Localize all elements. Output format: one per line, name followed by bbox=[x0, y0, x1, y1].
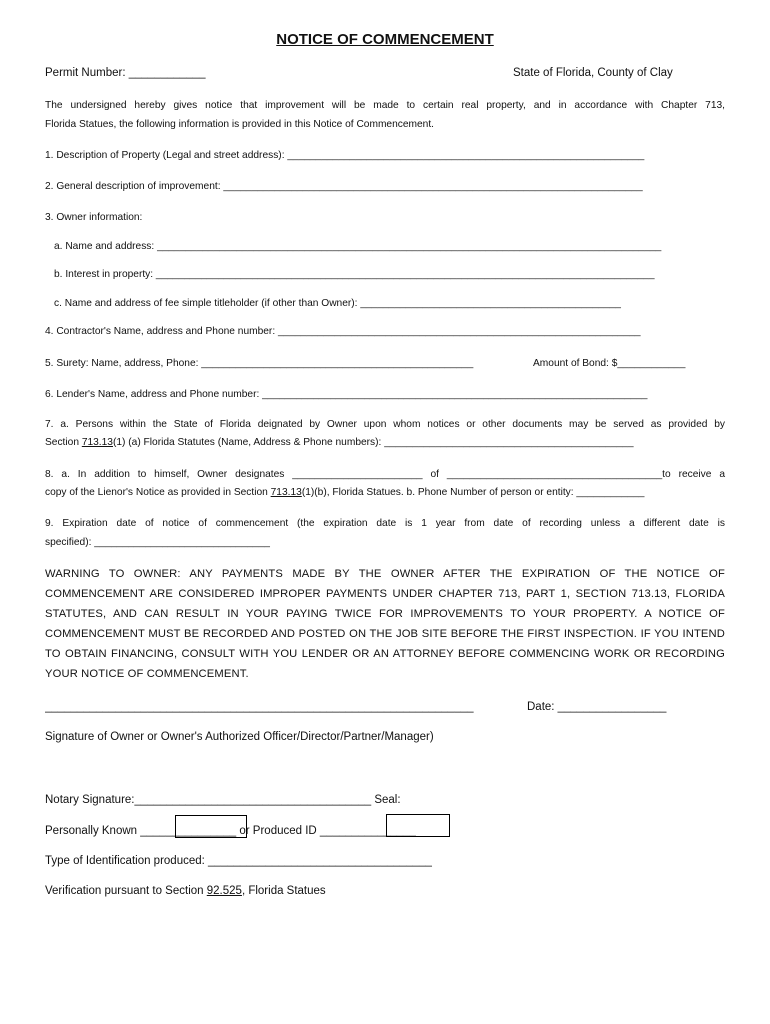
signature-date-field[interactable]: Date: _________________ bbox=[527, 701, 667, 713]
item-8-line-1[interactable]: 8. a. In addition to himself, Owner designates _______________________ of ______________________________________to receive a bbox=[45, 469, 725, 480]
statute-713-13-link[interactable]: 713.13 bbox=[81, 437, 113, 448]
item-9-line-1: 9. Expiration date of notice of commencement (the expiration date is 1 year from date of recording unless a different date is bbox=[45, 518, 725, 529]
signature-caption: Signature of Owner or Owner's Authorized Officer/Director/Partner/Manager) bbox=[45, 731, 434, 743]
item-3b-interest-in-property[interactable]: b. Interest in property: ________________________________________________________________________________________ bbox=[54, 269, 655, 280]
warning-line-6: YOUR NOTICE OF COMMENCEMENT. bbox=[45, 668, 249, 680]
intro-line-1: The undersigned hereby gives notice that improvement will be made to certain real property, and in accordance with Chapter 713, bbox=[45, 100, 725, 111]
item-8-prefix: copy of the Lienor's Notice as provided in Section bbox=[45, 487, 271, 498]
item-7-line-2[interactable] bbox=[45, 437, 634, 448]
owner-signature-line[interactable]: ___________________________________________________________________ bbox=[45, 701, 474, 713]
item-7-line-1: 7. a. Persons within the State of Florida deignated by Owner upon whom notices or other documents may be served as provided by bbox=[45, 419, 725, 430]
item-8-line-2[interactable] bbox=[45, 487, 644, 498]
verification-prefix: Verification pursuant to Section bbox=[45, 885, 207, 897]
personally-known-checkbox[interactable] bbox=[175, 815, 247, 838]
statute-92-525-link[interactable]: 92.525 bbox=[206, 885, 242, 897]
item-1-property-description[interactable]: 1. Description of Property (Legal and street address): _______________________________________________________________ bbox=[45, 150, 645, 161]
item-3a-name-address[interactable]: a. Name and address: _________________________________________________________________________________________ bbox=[54, 241, 662, 252]
item-6-lender[interactable]: 6. Lender's Name, address and Phone number: ____________________________________________________________________ bbox=[45, 389, 648, 400]
statute-713-13-link[interactable]: 713.13 bbox=[270, 487, 302, 498]
item-8-suffix: (1)(b), Florida Statues. b. Phone Number of person or entity: ____________ bbox=[301, 487, 645, 498]
item-5-surety[interactable]: 5. Surety: Name, address, Phone: ________________________________________________ bbox=[45, 358, 474, 369]
warning-line-2: COMMENCEMENT ARE CONSIDERED IMPROPER PAYMENTS UNDER CHAPTER 713, PART 1, SECTION 713.13, FLORIDA bbox=[45, 588, 725, 600]
personally-known-line: Personally Known _______________ or Produced ID _______________ bbox=[45, 825, 416, 837]
warning-line-3: STATUTES, AND CAN RESULT IN YOUR PAYING TWICE FOR IMPROVEMENTS TO YOUR PROPERTY. A NOTICE OF bbox=[45, 608, 725, 620]
item-7-suffix: (1) (a) Florida Statutes (Name, Address & Phone numbers): ____________________________________________ bbox=[112, 437, 634, 448]
permit-number-field[interactable]: Permit Number: ____________ bbox=[45, 67, 206, 79]
item-3c-fee-simple-titleholder[interactable]: c. Name and address of fee simple titleholder (if other than Owner): ______________________________________________ bbox=[54, 298, 621, 309]
warning-line-5: TO OBTAIN FINANCING, CONSULT WITH YOU LENDER OR AN ATTORNEY BEFORE COMMENCING WORK OR RECORDING bbox=[45, 648, 725, 660]
item-3-owner-information: 3. Owner information: bbox=[45, 212, 143, 223]
item-2-improvement-description[interactable]: 2. General description of improvement: __________________________________________________________________________ bbox=[45, 181, 643, 192]
produced-id-checkbox[interactable] bbox=[386, 814, 450, 837]
warning-line-4: COMMENCEMENT MUST BE RECORDED AND POSTED ON THE JOB SITE BEFORE THE FIRST INSPECTION. IF YOU INTEND bbox=[45, 628, 725, 640]
page-title: NOTICE OF COMMENCEMENT bbox=[276, 31, 494, 48]
item-7-prefix: Section bbox=[45, 437, 82, 448]
item-9-expiration-date[interactable]: specified): _______________________________ bbox=[45, 537, 270, 548]
notary-signature-line[interactable]: Notary Signature:_____________________________________ Seal: bbox=[45, 794, 401, 806]
item-4-contractor[interactable]: 4. Contractor's Name, address and Phone number: ________________________________________________________________ bbox=[45, 326, 641, 337]
identification-type-field[interactable]: Type of Identification produced: ___________________________________ bbox=[45, 855, 432, 867]
intro-line-2: Florida Statues, the following information is provided in this Notice of Commencement. bbox=[45, 119, 435, 130]
verification-suffix: , Florida Statues bbox=[241, 885, 326, 897]
warning-line-1: WARNING TO OWNER: ANY PAYMENTS MADE BY THE OWNER AFTER THE EXPIRATION OF THE NOTICE OF bbox=[45, 568, 725, 580]
verification-line bbox=[45, 885, 326, 897]
state-county-label: State of Florida, County of Clay bbox=[513, 67, 673, 79]
item-5-amount-of-bond[interactable]: Amount of Bond: $____________ bbox=[533, 358, 686, 369]
